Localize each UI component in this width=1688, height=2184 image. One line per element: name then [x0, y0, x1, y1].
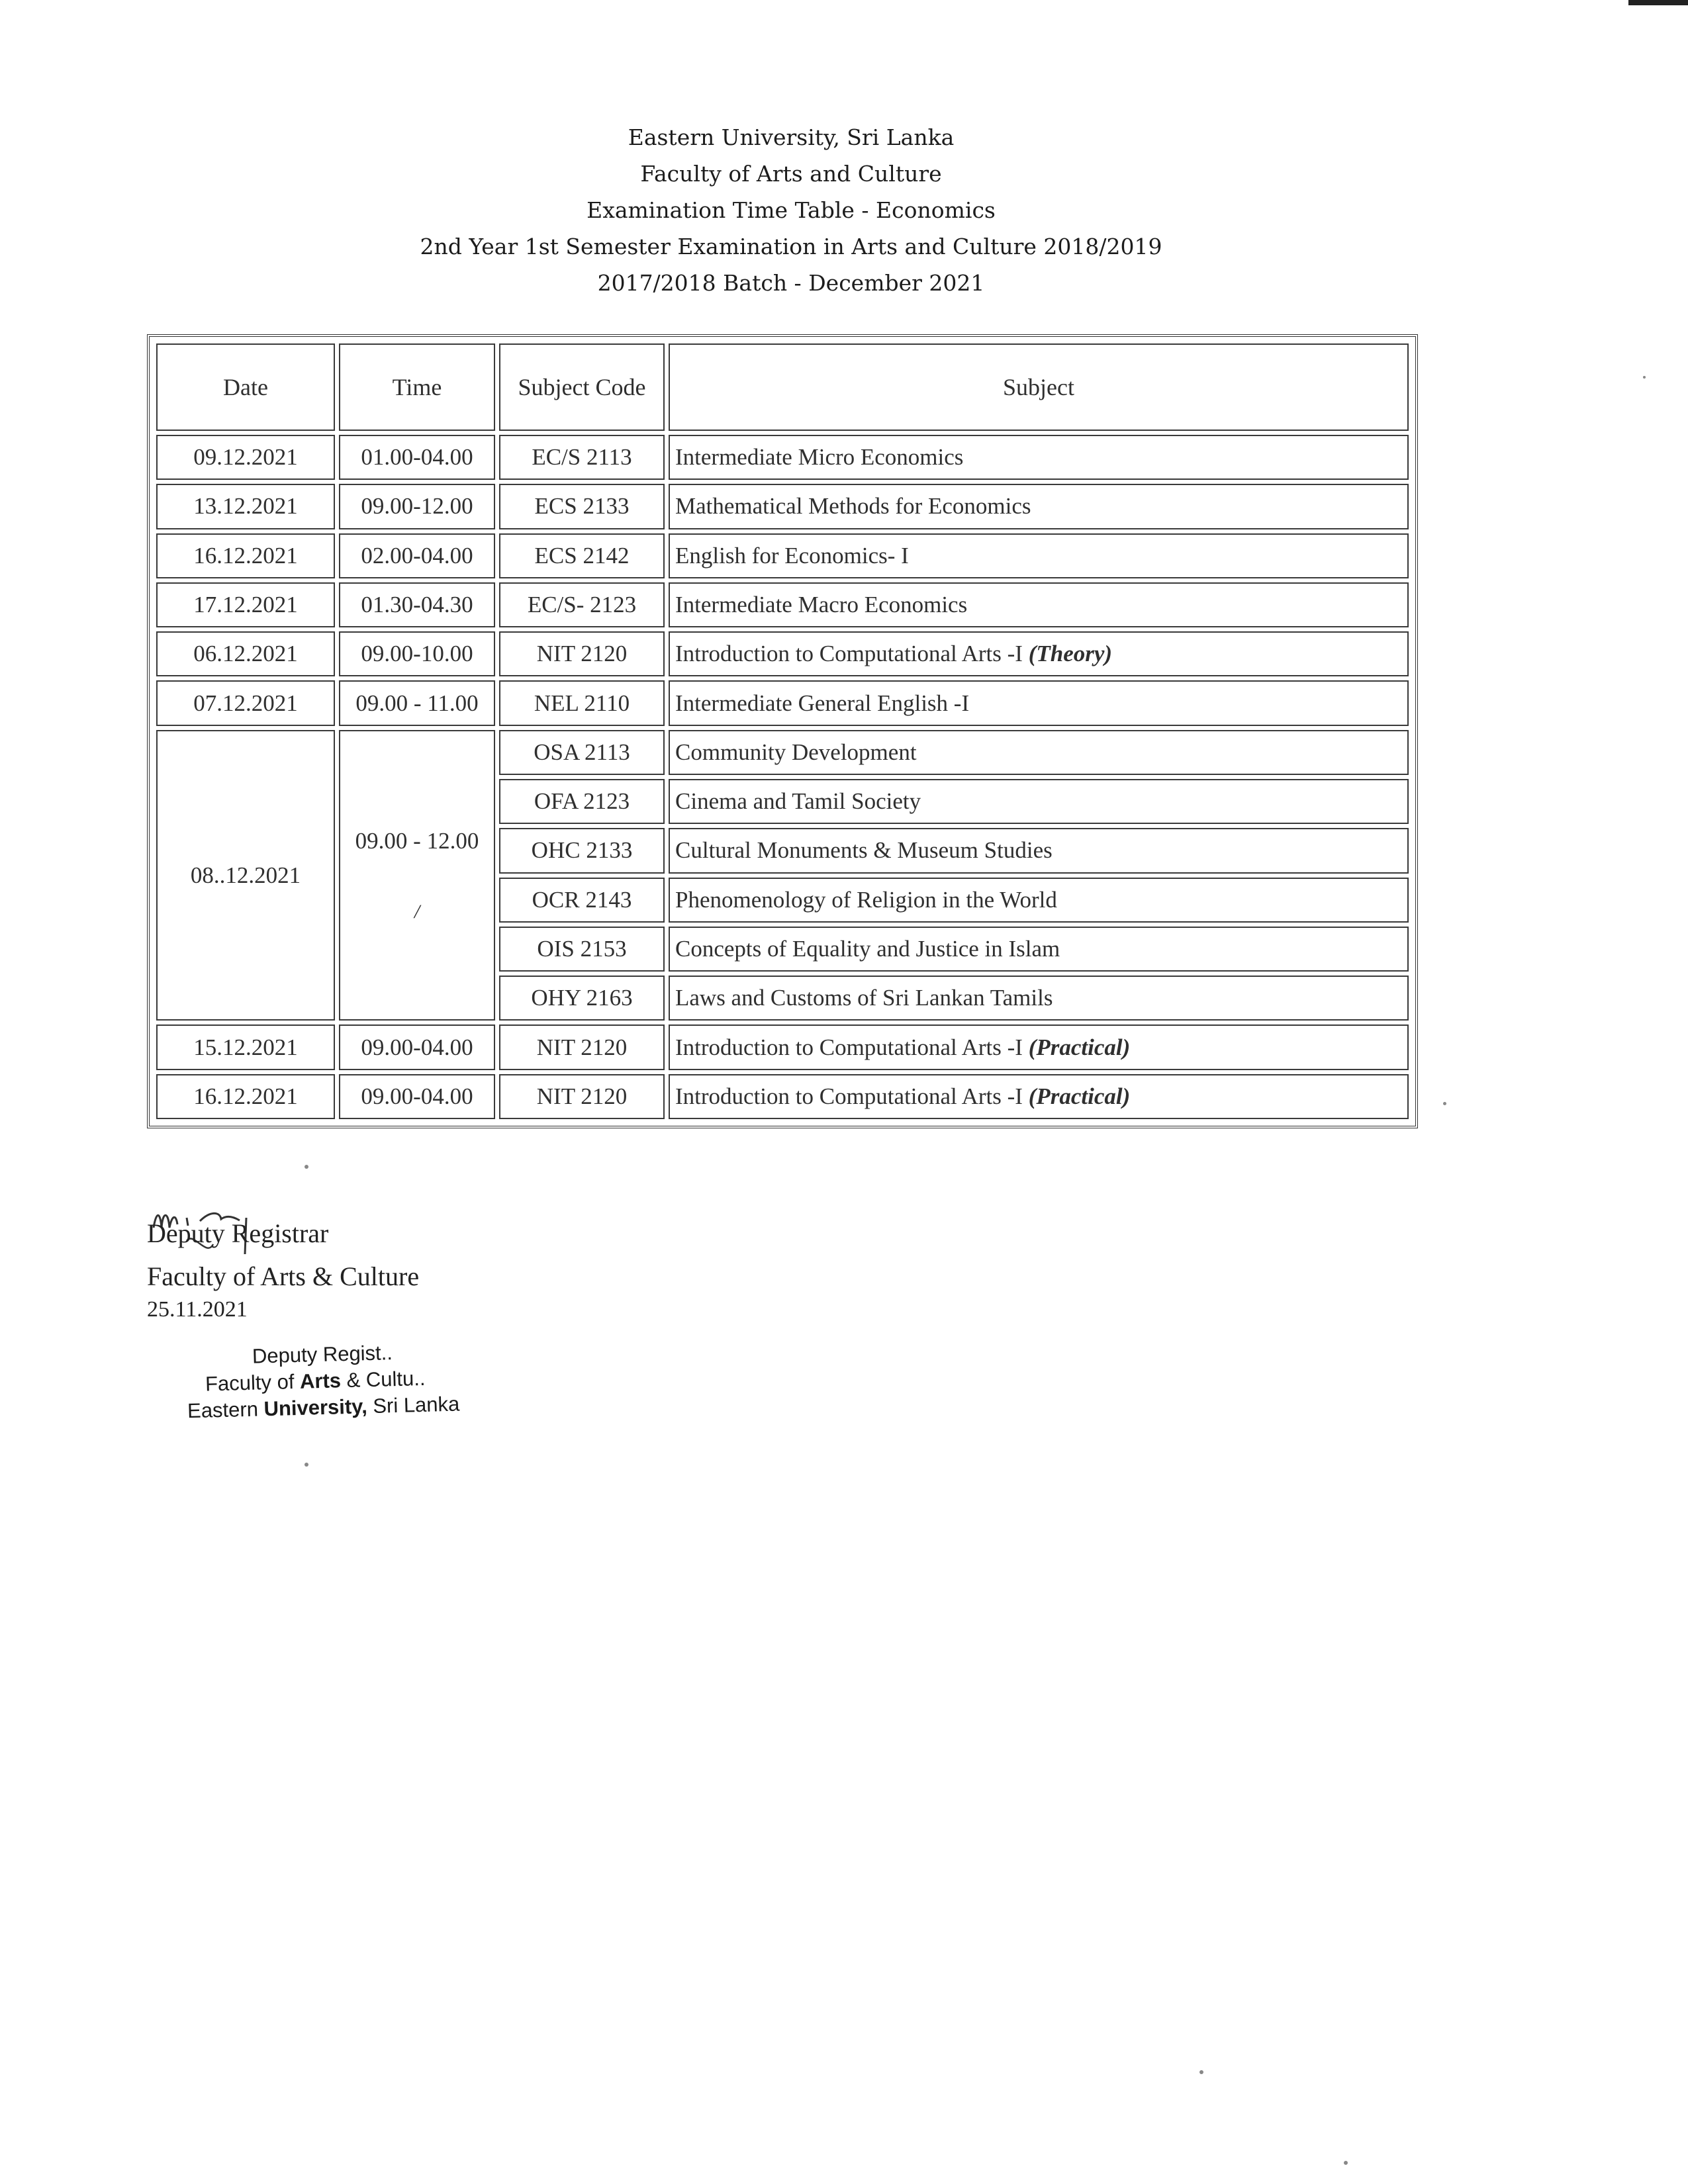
- table-row: [156, 730, 1409, 775]
- cell-code: ECS 2142: [499, 533, 665, 578]
- subject-note: (Practical): [1028, 1034, 1131, 1060]
- table-row: [156, 533, 1409, 578]
- cell-time: 09.00-12.00: [339, 484, 495, 529]
- cell-code: OHY 2163: [499, 976, 665, 1021]
- cell-subject: Community Development: [669, 730, 1409, 775]
- faculty-name: Faculty of Arts and Culture: [640, 161, 942, 187]
- subject-text: Introduction to Computational Arts -I: [675, 641, 1023, 667]
- document-header: [0, 119, 1582, 301]
- cell-subject: Cinema and Tamil Society: [669, 779, 1409, 824]
- header-subject: Subject: [669, 343, 1409, 431]
- scan-corner-mark: [1628, 0, 1688, 5]
- cell-subject: Phenomenology of Religion in the World: [669, 878, 1409, 923]
- cell-code: OSA 2113: [499, 730, 665, 775]
- cell-time: 09.00-04.00: [339, 1074, 495, 1119]
- grouped-time-text: 09.00 - 12.00: [355, 827, 479, 854]
- cell-code: OCR 2143: [499, 878, 665, 923]
- official-stamp: [186, 1336, 559, 1425]
- header-date: Date: [156, 343, 335, 431]
- scan-speck: [1443, 1102, 1446, 1105]
- stamp-line-3-b: University,: [263, 1394, 368, 1421]
- cell-code: OFA 2123: [499, 779, 665, 824]
- table-header-row: [156, 343, 1409, 431]
- cell-date: 06.12.2021: [156, 631, 335, 676]
- subject-note: (Theory): [1028, 641, 1113, 667]
- cell-time: 09.00-10.00: [339, 631, 495, 676]
- table-row: [156, 435, 1409, 480]
- scan-speck: [1344, 2161, 1348, 2165]
- stamp-line-2-b: Arts: [299, 1369, 342, 1393]
- cell-date: 13.12.2021: [156, 484, 335, 529]
- cell-time: 09.00 - 11.00: [339, 680, 495, 725]
- cell-date: 17.12.2021: [156, 582, 335, 627]
- cell-code: OHC 2133: [499, 828, 665, 873]
- stamp-line-2-c: & Cultu..: [340, 1366, 426, 1392]
- table-row: [156, 484, 1409, 529]
- cell-subject: Intermediate General English -I: [669, 680, 1409, 725]
- cell-subject: Intermediate Micro Economics: [669, 435, 1409, 480]
- header-subject-code: Subject Code: [499, 343, 665, 431]
- table-row: [156, 582, 1409, 627]
- table-row: [156, 631, 1409, 676]
- cell-code: EC/S 2113: [499, 435, 665, 480]
- cell-subject: Laws and Customs of Sri Lankan Tamils: [669, 976, 1409, 1021]
- signature-date: 25.11.2021: [147, 1297, 248, 1322]
- stamp-line-2-a: Faculty of: [205, 1369, 301, 1396]
- timetable-table: [152, 340, 1413, 1123]
- stamp-line-1: Deputy Regist..: [252, 1341, 393, 1368]
- cell-date: 15.12.2021: [156, 1024, 335, 1069]
- signatory-title: Deputy Registrar: [147, 1218, 329, 1248]
- cell-subject: [669, 1024, 1409, 1069]
- scan-speck: [1199, 2070, 1203, 2074]
- scan-speck: [305, 1165, 308, 1169]
- grouped-time-mark: /: [414, 900, 420, 923]
- signatory-faculty: Faculty of Arts & Culture: [147, 1261, 420, 1291]
- cell-date: 16.12.2021: [156, 1074, 335, 1119]
- timetable-title: Examination Time Table - Economics: [586, 197, 996, 223]
- cell-subject: Intermediate Macro Economics: [669, 582, 1409, 627]
- scan-speck: [305, 1463, 308, 1467]
- table-row: [156, 1074, 1409, 1119]
- cell-time: 01.30-04.30: [339, 582, 495, 627]
- cell-code: NIT 2120: [499, 1024, 665, 1069]
- subject-text: Introduction to Computational Arts -I: [675, 1034, 1023, 1060]
- stamp-line-3-c: Sri Lanka: [367, 1392, 460, 1418]
- subject-text: Introduction to Computational Arts -I: [675, 1083, 1023, 1109]
- cell-date: 07.12.2021: [156, 680, 335, 725]
- cell-subject: [669, 1074, 1409, 1119]
- cell-date: 16.12.2021: [156, 533, 335, 578]
- subject-note: (Practical): [1028, 1083, 1131, 1109]
- cell-subject: English for Economics- I: [669, 533, 1409, 578]
- cell-time: 01.00-04.00: [339, 435, 495, 480]
- header-time: Time: [339, 343, 495, 431]
- cell-code: OIS 2153: [499, 927, 665, 972]
- cell-time: 09.00-04.00: [339, 1024, 495, 1069]
- batch-title: 2017/2018 Batch - December 2021: [597, 270, 985, 296]
- cell-subject: Mathematical Methods for Economics: [669, 484, 1409, 529]
- timetable-frame: [147, 334, 1418, 1128]
- cell-code: EC/S- 2123: [499, 582, 665, 627]
- cell-date: 09.12.2021: [156, 435, 335, 480]
- cell-code: NIT 2120: [499, 631, 665, 676]
- scan-speck: [1643, 376, 1646, 379]
- cell-time: 02.00-04.00: [339, 533, 495, 578]
- cell-subject: [669, 631, 1409, 676]
- university-name: Eastern University, Sri Lanka: [628, 124, 955, 150]
- cell-code: NIT 2120: [499, 1074, 665, 1119]
- cell-subject: Cultural Monuments & Museum Studies: [669, 828, 1409, 873]
- cell-time-grouped: [339, 730, 495, 1021]
- table-row: [156, 1024, 1409, 1069]
- cell-date-grouped: 08..12.2021: [156, 730, 335, 1021]
- cell-subject: Concepts of Equality and Justice in Islam: [669, 927, 1409, 972]
- exam-title: 2nd Year 1st Semester Examination in Arts and Culture 2018/2019: [420, 234, 1162, 259]
- stamp-line-3-a: Eastern: [187, 1397, 265, 1423]
- cell-code: NEL 2110: [499, 680, 665, 725]
- table-row: [156, 680, 1409, 725]
- cell-code: ECS 2133: [499, 484, 665, 529]
